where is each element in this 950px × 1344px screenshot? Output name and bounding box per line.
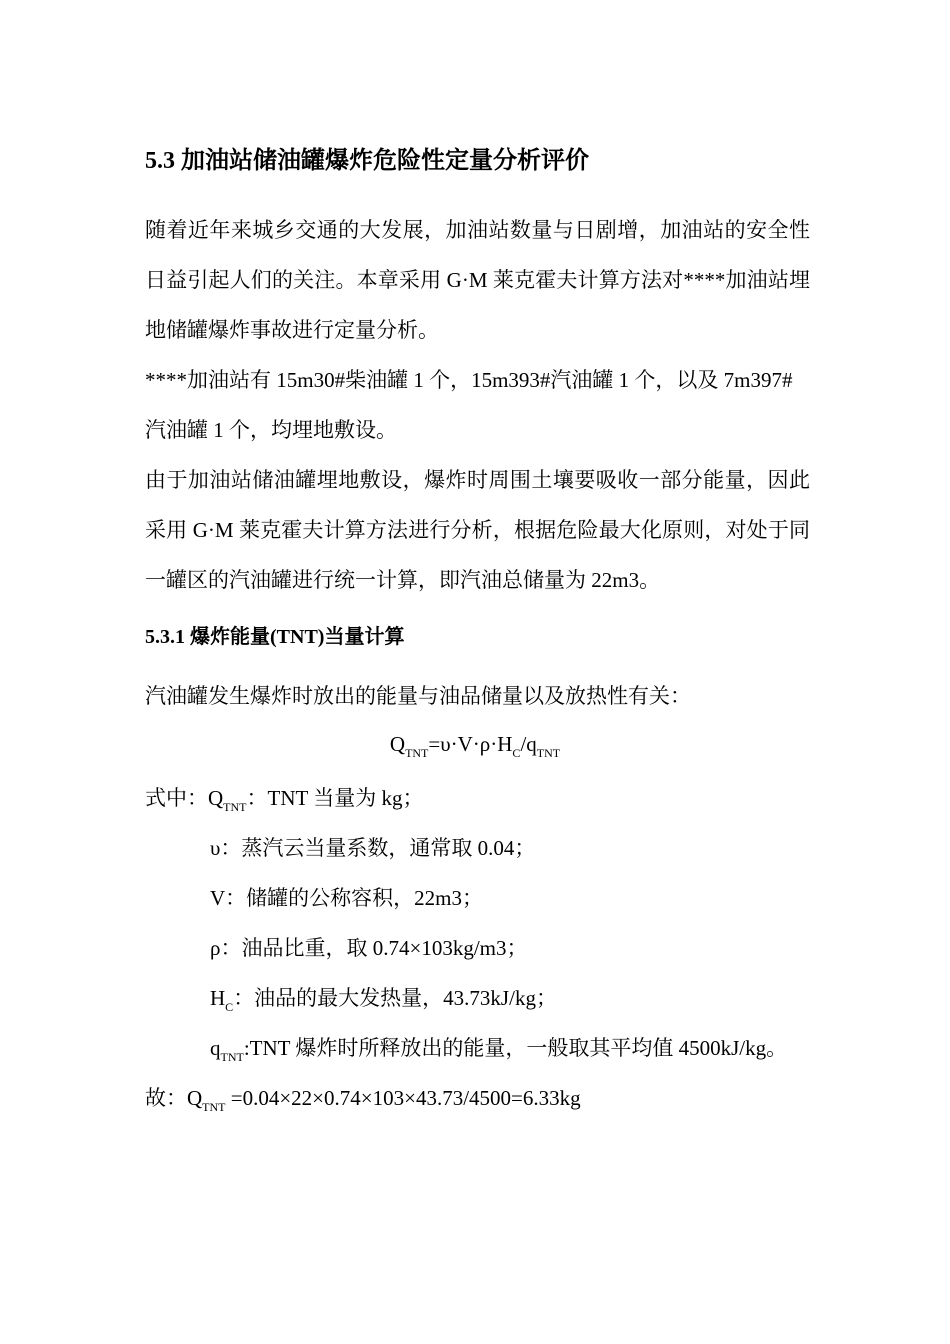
result-prefix: 故：Q — [145, 1086, 203, 1110]
hc-desc: ：油品的最大发热量，43.73kJ/kg； — [233, 986, 557, 1010]
formula-lhs: Q — [389, 732, 406, 756]
definition-upsilon: υ：蒸汽云当量系数，通常取 0.04； — [210, 836, 536, 860]
tanks-line-1: ****加油站有 15m30#柴油罐 1 个，15m393#汽油罐 1 个，以及 7m397# — [145, 368, 793, 392]
subsection-heading: 5.3.1 爆炸能量(TNT)当量计算 — [145, 626, 405, 648]
qtnt-desc: :TNT 爆炸时所释放出的能量，一般取其平均值 4500kJ/kg。 — [243, 1036, 788, 1060]
energy-intro: 汽油罐发生爆炸时放出的能量与油品储量以及放热性有关： — [145, 684, 691, 708]
formula-rhs-a: =υ·V·ρ·H — [428, 732, 513, 756]
q-sub: TNT — [223, 800, 247, 814]
formula-sub-tnt: TNT — [536, 746, 561, 760]
definition-qtnt — [210, 1032, 787, 1065]
formula-lhs-sub: TNT — [405, 746, 429, 760]
q-symbol: Q — [208, 786, 224, 810]
hc-sub: C — [225, 1000, 234, 1014]
analysis-paragraph: 由于加油站储油罐埋地敷设，爆炸时周围土壤要吸收一部分能量，因此采用 G·M 莱克霍夫计算方法进行分析，根据危险最大化原则，对处于同一罐区的汽油罐进行统一计算，即汽油总储量为 22m3。 — [145, 468, 810, 592]
definition-v: V：储罐的公称容积，22m3； — [210, 886, 483, 910]
qtnt-sub: TNT — [220, 1050, 244, 1064]
formula-rhs-b: /q — [520, 732, 537, 756]
tanks-line-2: 汽油罐 1 个，均埋地敷设。 — [145, 418, 397, 442]
definition-hc — [210, 982, 557, 1015]
result-expression: =0.04×22×0.74×103×43.73/4500=6.33kg — [225, 1086, 581, 1110]
definition-prefix: 式中： — [145, 786, 208, 810]
intro-paragraph: 随着近年来城乡交通的大发展，加油站数量与日剧增，加油站的安全性日益引起人们的关注。本章采用 G·M 莱克霍夫计算方法对****加油站埋地储罐爆炸事故进行定量分析。 — [145, 218, 810, 342]
formula-sub-c: C — [512, 746, 521, 760]
qtnt-symbol: q — [210, 1036, 221, 1060]
tnt-formula — [0, 732, 950, 761]
definition-rho: ρ：油品比重，取 0.74×103kg/m3； — [210, 936, 528, 960]
result-sub: TNT — [202, 1100, 226, 1114]
q-desc: ：TNT 当量为 kg； — [246, 786, 424, 810]
result-line — [145, 1082, 581, 1115]
definition-q — [145, 782, 423, 815]
hc-symbol: H — [210, 986, 226, 1010]
section-heading: 5.3 加油站储油罐爆炸危险性定量分析评价 — [145, 148, 589, 174]
